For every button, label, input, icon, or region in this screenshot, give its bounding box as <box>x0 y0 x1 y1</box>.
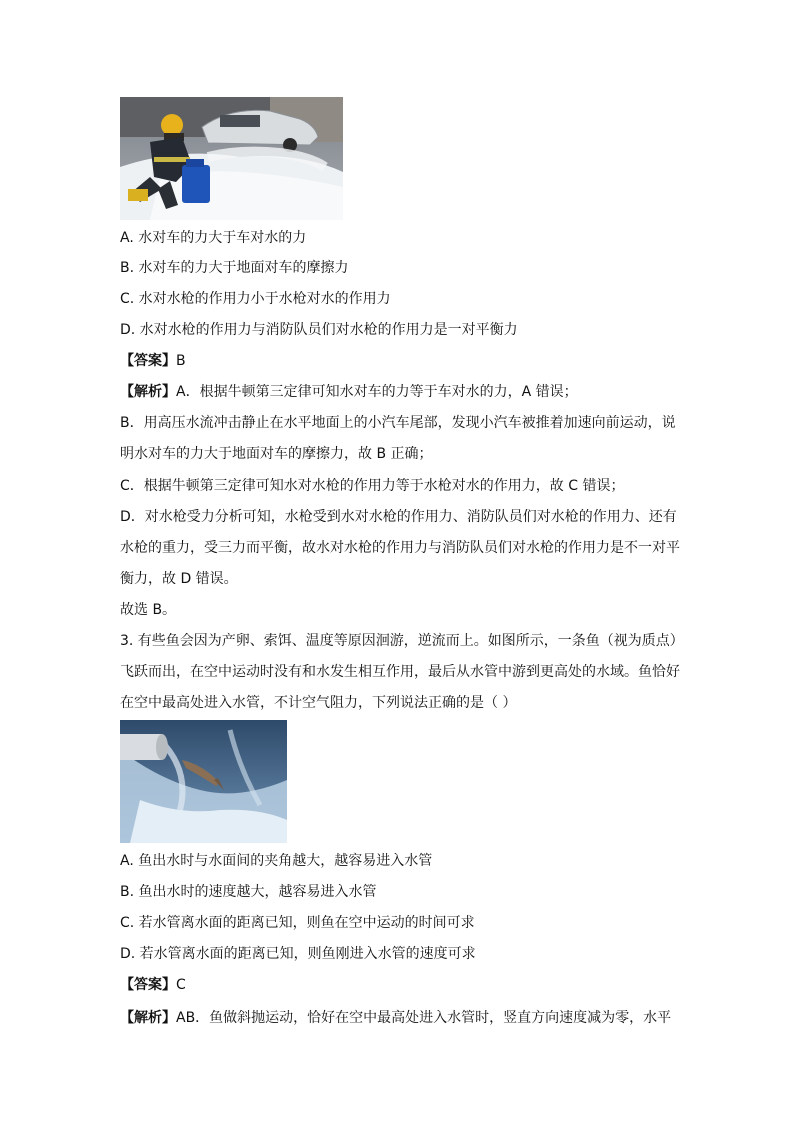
q3-stem-line-2: 飞跃而出，在空中运动时没有和水发生相互作用，最后从水管中游到更高处的水域。鱼恰好 <box>120 664 680 680</box>
q3-stem-line-1: 3. 有些鱼会因为产卵、索饵、温度等原因洄游，逆流而上。如图所示，一条鱼（视为质点） <box>120 633 684 649</box>
q2-analysis-label: 【解析】 <box>120 384 176 400</box>
q3-option-c: C. 若水管离水面的距离已知，则鱼在空中运动的时间可求 <box>120 915 475 931</box>
q2-answer-label: 【答案】 <box>120 353 176 369</box>
q2-option-c: C. 水对水枪的作用力小于水枪对水的作用力 <box>120 291 391 307</box>
q2-analysis-line-2: B．用高压水流冲击静止在水平地面上的小汽车尾部，发现小汽车被推着加速向前运动，说 <box>120 415 676 431</box>
q3-answer-value: C <box>176 977 186 993</box>
q2-answer <box>120 351 186 371</box>
q2-analysis-line-6: 水枪的重力，受三力而平衡，故水对水枪的作用力与消防队员们对水枪的作用力是不一对平 <box>120 540 680 556</box>
q2-analysis-line-3: 明水对车的力大于地面对车的摩擦力，故 B 正确； <box>120 446 433 462</box>
q2-analysis-line-7: 衡力，故 D 错误。 <box>120 571 238 587</box>
q3-answer-label: 【答案】 <box>120 977 176 993</box>
q3-analysis-text: AB．鱼做斜抛运动，恰好在空中最高处进入水管时，竖直方向速度减为零，水平 <box>176 1010 672 1026</box>
q3-option-a: A. 鱼出水时与水面间的夹角越大，越容易进入水管 <box>120 853 433 869</box>
q2-analysis-text: A．根据牛顿第三定律可知水对车的力等于车对水的力，A 错误； <box>176 384 578 400</box>
q3-option-b: B. 鱼出水时的速度越大，越容易进入水管 <box>120 884 377 900</box>
q2-option-d: D. 水对水枪的作用力与消防队员们对水枪的作用力是一对平衡力 <box>120 322 518 338</box>
firefighter-photo <box>120 97 343 220</box>
q3-answer <box>120 975 186 995</box>
q2-analysis-line-5: D．对水枪受力分析可知，水枪受到水对水枪的作用力、消防队员们对水枪的作用力、还有 <box>120 509 677 525</box>
q2-option-a: A. 水对车的力大于车对水的力 <box>120 230 307 246</box>
q3-analysis-line-1 <box>120 1008 671 1028</box>
q2-answer-value: B <box>176 353 186 369</box>
q2-conclusion: 故选 B。 <box>120 602 177 618</box>
q2-analysis-line-4: C．根据牛顿第三定律可知水对水枪的作用力等于水枪对水的作用力，故 C 错误； <box>120 478 625 494</box>
firefighter-foam-car-image <box>120 97 343 220</box>
q2-option-b: B. 水对车的力大于地面对车的摩擦力 <box>120 260 349 276</box>
fish-waterfall-image <box>120 720 287 843</box>
q2-analysis-line-1 <box>120 382 578 402</box>
q3-analysis-label: 【解析】 <box>120 1010 176 1026</box>
fish-jump-photo <box>120 720 287 843</box>
q3-option-d: D. 若水管离水面的距离已知，则鱼刚进入水管的速度可求 <box>120 946 476 962</box>
q3-stem-line-3: 在空中最高处进入水管，不计空气阻力，下列说法正确的是（ ） <box>120 695 517 711</box>
